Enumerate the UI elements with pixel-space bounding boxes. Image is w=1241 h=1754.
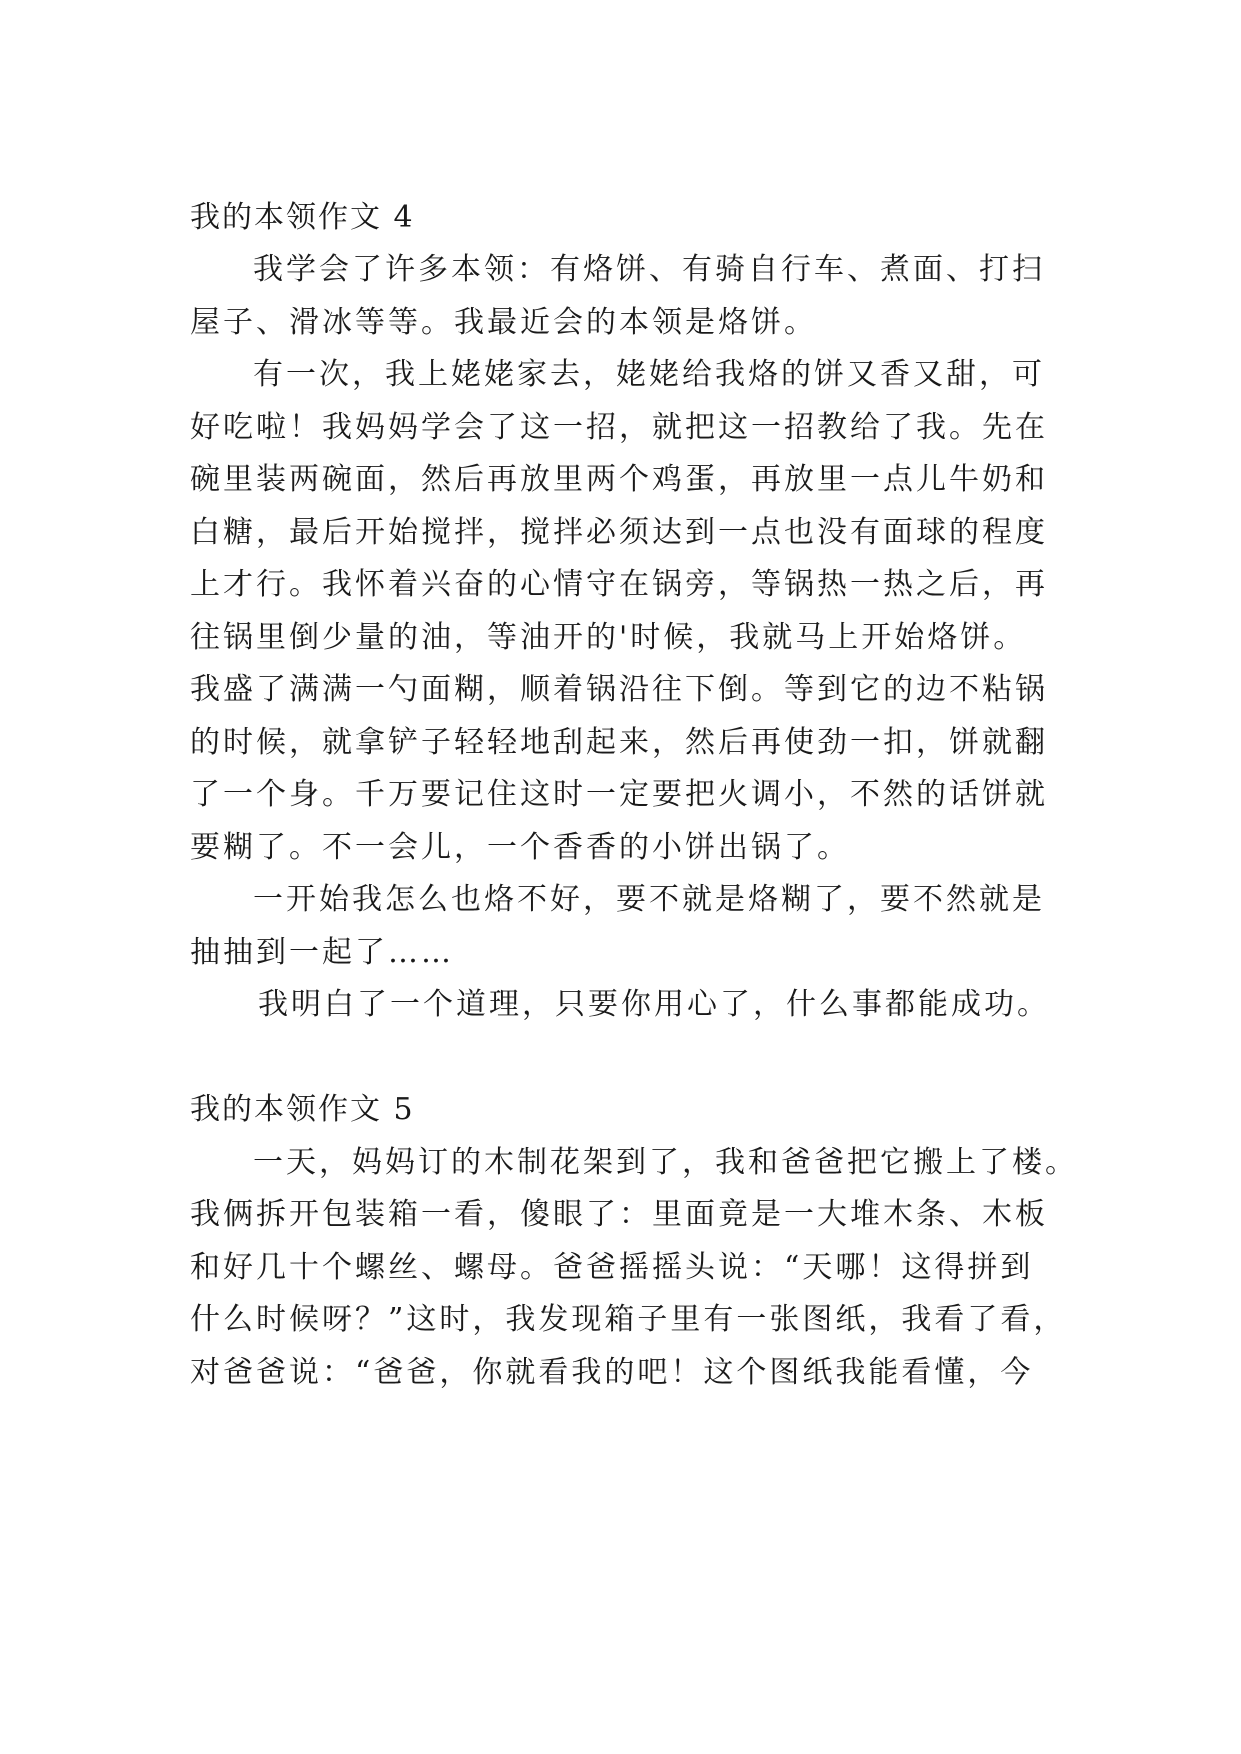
paragraph-line: 我盛了满满一勺面糊，顺着锅沿往下倒。等到它的边不粘锅 — [190, 672, 1048, 707]
paragraph-line: 碗里装两碗面，然后再放里两个鸡蛋，再放里一点儿牛奶和 — [190, 462, 1048, 497]
paragraph-line: 有一次，我上姥姥家去，姥姥给我烙的饼又香又甜，可 — [253, 357, 1045, 392]
paragraph-line: 一开始我怎么也烙不好，要不就是烙糊了，要不然就是 — [253, 882, 1045, 917]
paragraph-line: 和好几十个螺丝、螺母。爸爸摇摇头说：“天哪！这得拼到 — [190, 1250, 1034, 1285]
paragraph-line: 的时候，就拿铲子轻轻地刮起来，然后再使劲一扣，饼就翻 — [190, 725, 1048, 760]
paragraph-line: 了一个身。千万要记住这时一定要把火调小，不然的话饼就 — [190, 777, 1048, 812]
paragraph-line: 我俩拆开包装箱一看，傻眼了：里面竟是一大堆木条、木板 — [190, 1197, 1048, 1232]
paragraph-line: 白糖，最后开始搅拌，搅拌必须达到一点也没有面球的程度 — [190, 515, 1048, 550]
paragraph-line: 我明白了一个道理，只要你用心了，什么事都能成功。 — [258, 987, 1050, 1022]
paragraph-line: 什么时候呀？”这时，我发现箱子里有一张图纸，我看了看， — [190, 1302, 1067, 1337]
paragraph-line: 一天，妈妈订的木制花架到了，我和爸爸把它搬上了楼。 — [253, 1145, 1078, 1180]
paragraph-line: 上才行。我怀着兴奋的心情守在锅旁，等锅热一热之后，再 — [190, 567, 1048, 602]
paragraph-line: 要糊了。不一会儿，一个香香的小饼出锅了。 — [190, 830, 850, 865]
paragraph-line: 往锅里倒少量的油，等油开的'时候，我就马上开始烙饼。 — [190, 620, 1027, 655]
section-title: 我的本领作文 5 — [190, 1092, 415, 1127]
paragraph-line: 抽抽到一起了…… — [190, 935, 454, 970]
paragraph-line: 屋子、滑冰等等。我最近会的本领是烙饼。 — [190, 305, 817, 340]
paragraph-line: 好吃啦！我妈妈学会了这一招，就把这一招教给了我。先在 — [190, 410, 1048, 445]
section-title: 我的本领作文 4 — [190, 200, 415, 235]
paragraph-line: 我学会了许多本领：有烙饼、有骑自行车、煮面、打扫 — [253, 252, 1045, 287]
paragraph-line: 对爸爸说：“爸爸，你就看我的吧！这个图纸我能看懂，今 — [190, 1355, 1034, 1390]
